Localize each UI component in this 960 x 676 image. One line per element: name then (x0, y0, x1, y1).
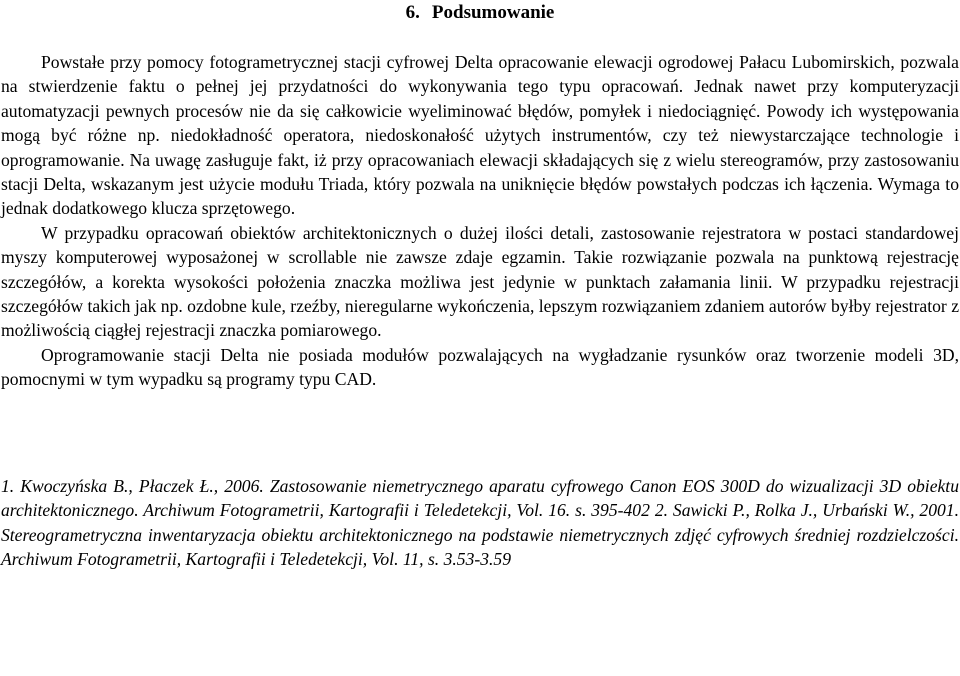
paragraph-software: Oprogramowanie stacji Delta nie posiada modułów pozwalających na wygładzanie rysunków oraz tworzenie modeli 3D, pomocnymi w tym wypadku są programy typu CAD. (1, 344, 959, 390)
paragraph-summary: Powstałe przy pomocy fotogrametrycznej stacji cyfrowej Delta opracowanie elewacji ogrodowej Pałacu Lubomirskich, pozwala na stwierdzenie faktu o pełnej jej przydatności do wykonywania tego typu opracowań. Jednak nawet przy komputeryzacji automatyzacji pewnych procesów nie da się całkowicie wyeliminować błędów, pomyłek i niedociągnięć. Powody ich występowania mogą być różne np. niedokładność operatora, niedoskonałość użytych instrumentów, czy też niewystarczające technologie i oprogramowanie. Na uwagę zasługuje fakt, iż przy opracowaniach elewacji składających się z wielu stereogramów, przy zastosowaniu stacji Delta, wskazanym jest użycie modułu Triada, który pozwala na uniknięcie błędów powstałych podczas ich łączenia. Wymaga to jednak dodatkowego klucza sprzętowego. (1, 52, 959, 219)
references-block (1, 474, 959, 572)
references-text: 1. Kwoczyńska B., Płaczek Ł., 2006. Zastosowanie niemetrycznego aparatu cyfrowego Canon EOS 300D do wizualizacji 3D obiektu architektonicznego. Archiwum Fotogrametrii, Kartografii i Teledetekcji, Vol. 16. s. 395-402 2. Sawicki P., Rolka J., Urbański W., 2001. Stereogrametryczna inwentaryzacja obiektu architektonicznego na podstawie niemetrycznych zdjęć cyfrowych średniej rozdzielczości. Archiwum Fotogrametrii, Kartografii i Teledetekcji, Vol. 11, s. 3.53-3.59 (1, 475, 959, 569)
section-number: 6. (405, 2, 420, 23)
section-title: Podsumowanie (431, 2, 555, 23)
section-heading (1, 0, 959, 25)
paragraph-registrator: W przypadku opracowań obiektów architektonicznych o dużej ilości detali, zastosowanie rejestratora w postaci standardowej myszy komputerowej wyposażonej w scrollable nie zawsze zdaje egzamin. Takie rozwiązanie pozwala na punktową rejestrację szczegółów, a korekta wysokości położenia znaczka możliwa jest jedynie w punktach załamania linii. W przypadku rejestracji szczegółów takich jak np. ozdobne kule, rzeźby, nieregularne wykończenia, lepszym rozwiązaniem zdaniem autorów byłby rejestrator z możliwością ciągłej rejestracji znaczka pomiarowego. (1, 222, 959, 341)
